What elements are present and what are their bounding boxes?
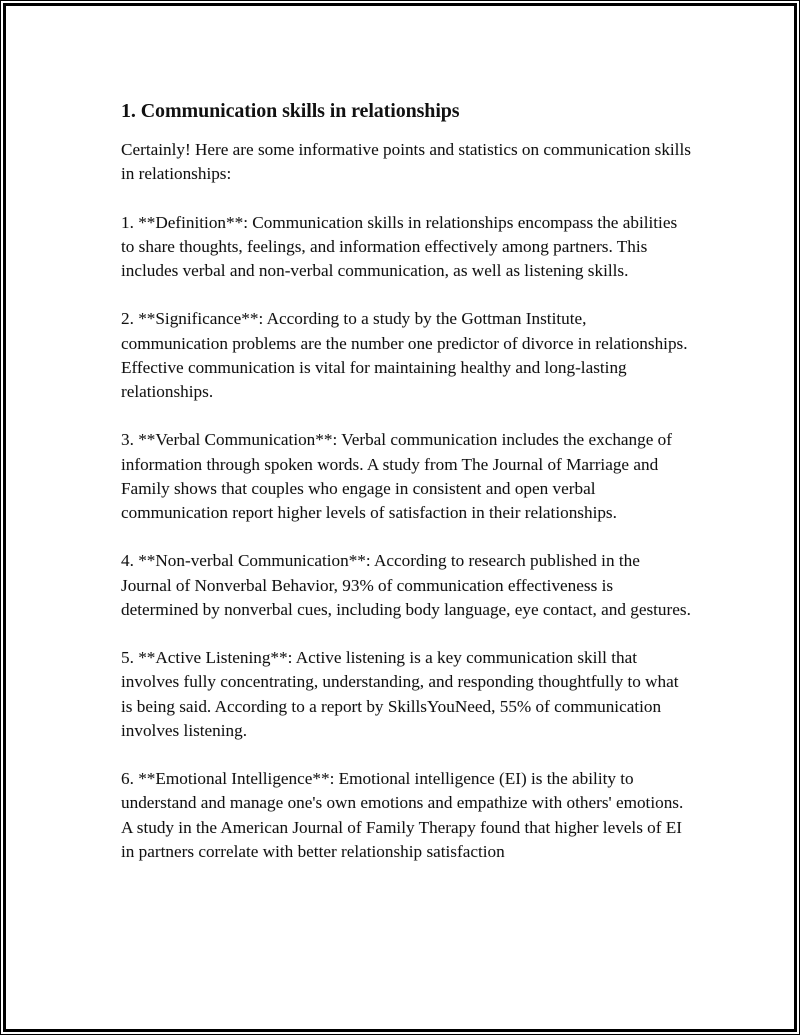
intro-paragraph: Certainly! Here are some informative points and statistics on communication skills in relationships:	[121, 140, 691, 184]
point-nonverbal-communication: 4. **Non-verbal Communication**: According to research published in the Journal of Nonverbal Behavior, 93% of communication effectiveness is determined by nonverbal cues, including body language, eye contact, and gestures.	[121, 551, 691, 619]
page-frame	[3, 3, 797, 1032]
point-verbal-communication: 3. **Verbal Communication**: Verbal communication includes the exchange of information through spoken words. A study from The Journal of Marriage and Family shows that couples who engage in consistent and open verbal communication report higher levels of satisfaction in their relationships.	[121, 430, 672, 522]
document-title: 1. Communication skills in relationships	[121, 100, 460, 122]
document-body	[121, 98, 691, 888]
point-definition: 1. **Definition**: Communication skills in relationships encompass the abilities to share thoughts, feelings, and information effectively among partners. This includes verbal and non-verbal communication, as well as listening skills.	[121, 212, 678, 280]
point-emotional-intelligence: 6. **Emotional Intelligence**: Emotional intelligence (EI) is the ability to understand and manage one's own emotions and empathize with others' emotions. A study in the American Journal of Family Therapy found that higher levels of EI in partners correlate with better relationship satisfaction	[121, 769, 684, 861]
point-active-listening: 5. **Active Listening**: Active listening is a key communication skill that involves fully concentrating, understanding, and responding thoughtfully to what is being said. According to a report by SkillsYouNeed, 55% of communication involves listening.	[121, 648, 679, 740]
point-significance: 2. **Significance**: According to a study by the Gottman Institute, communication problems are the number one predictor of divorce in relationships. Effective communication is vital for maintaining healthy and long-lasting relationships.	[121, 309, 688, 401]
